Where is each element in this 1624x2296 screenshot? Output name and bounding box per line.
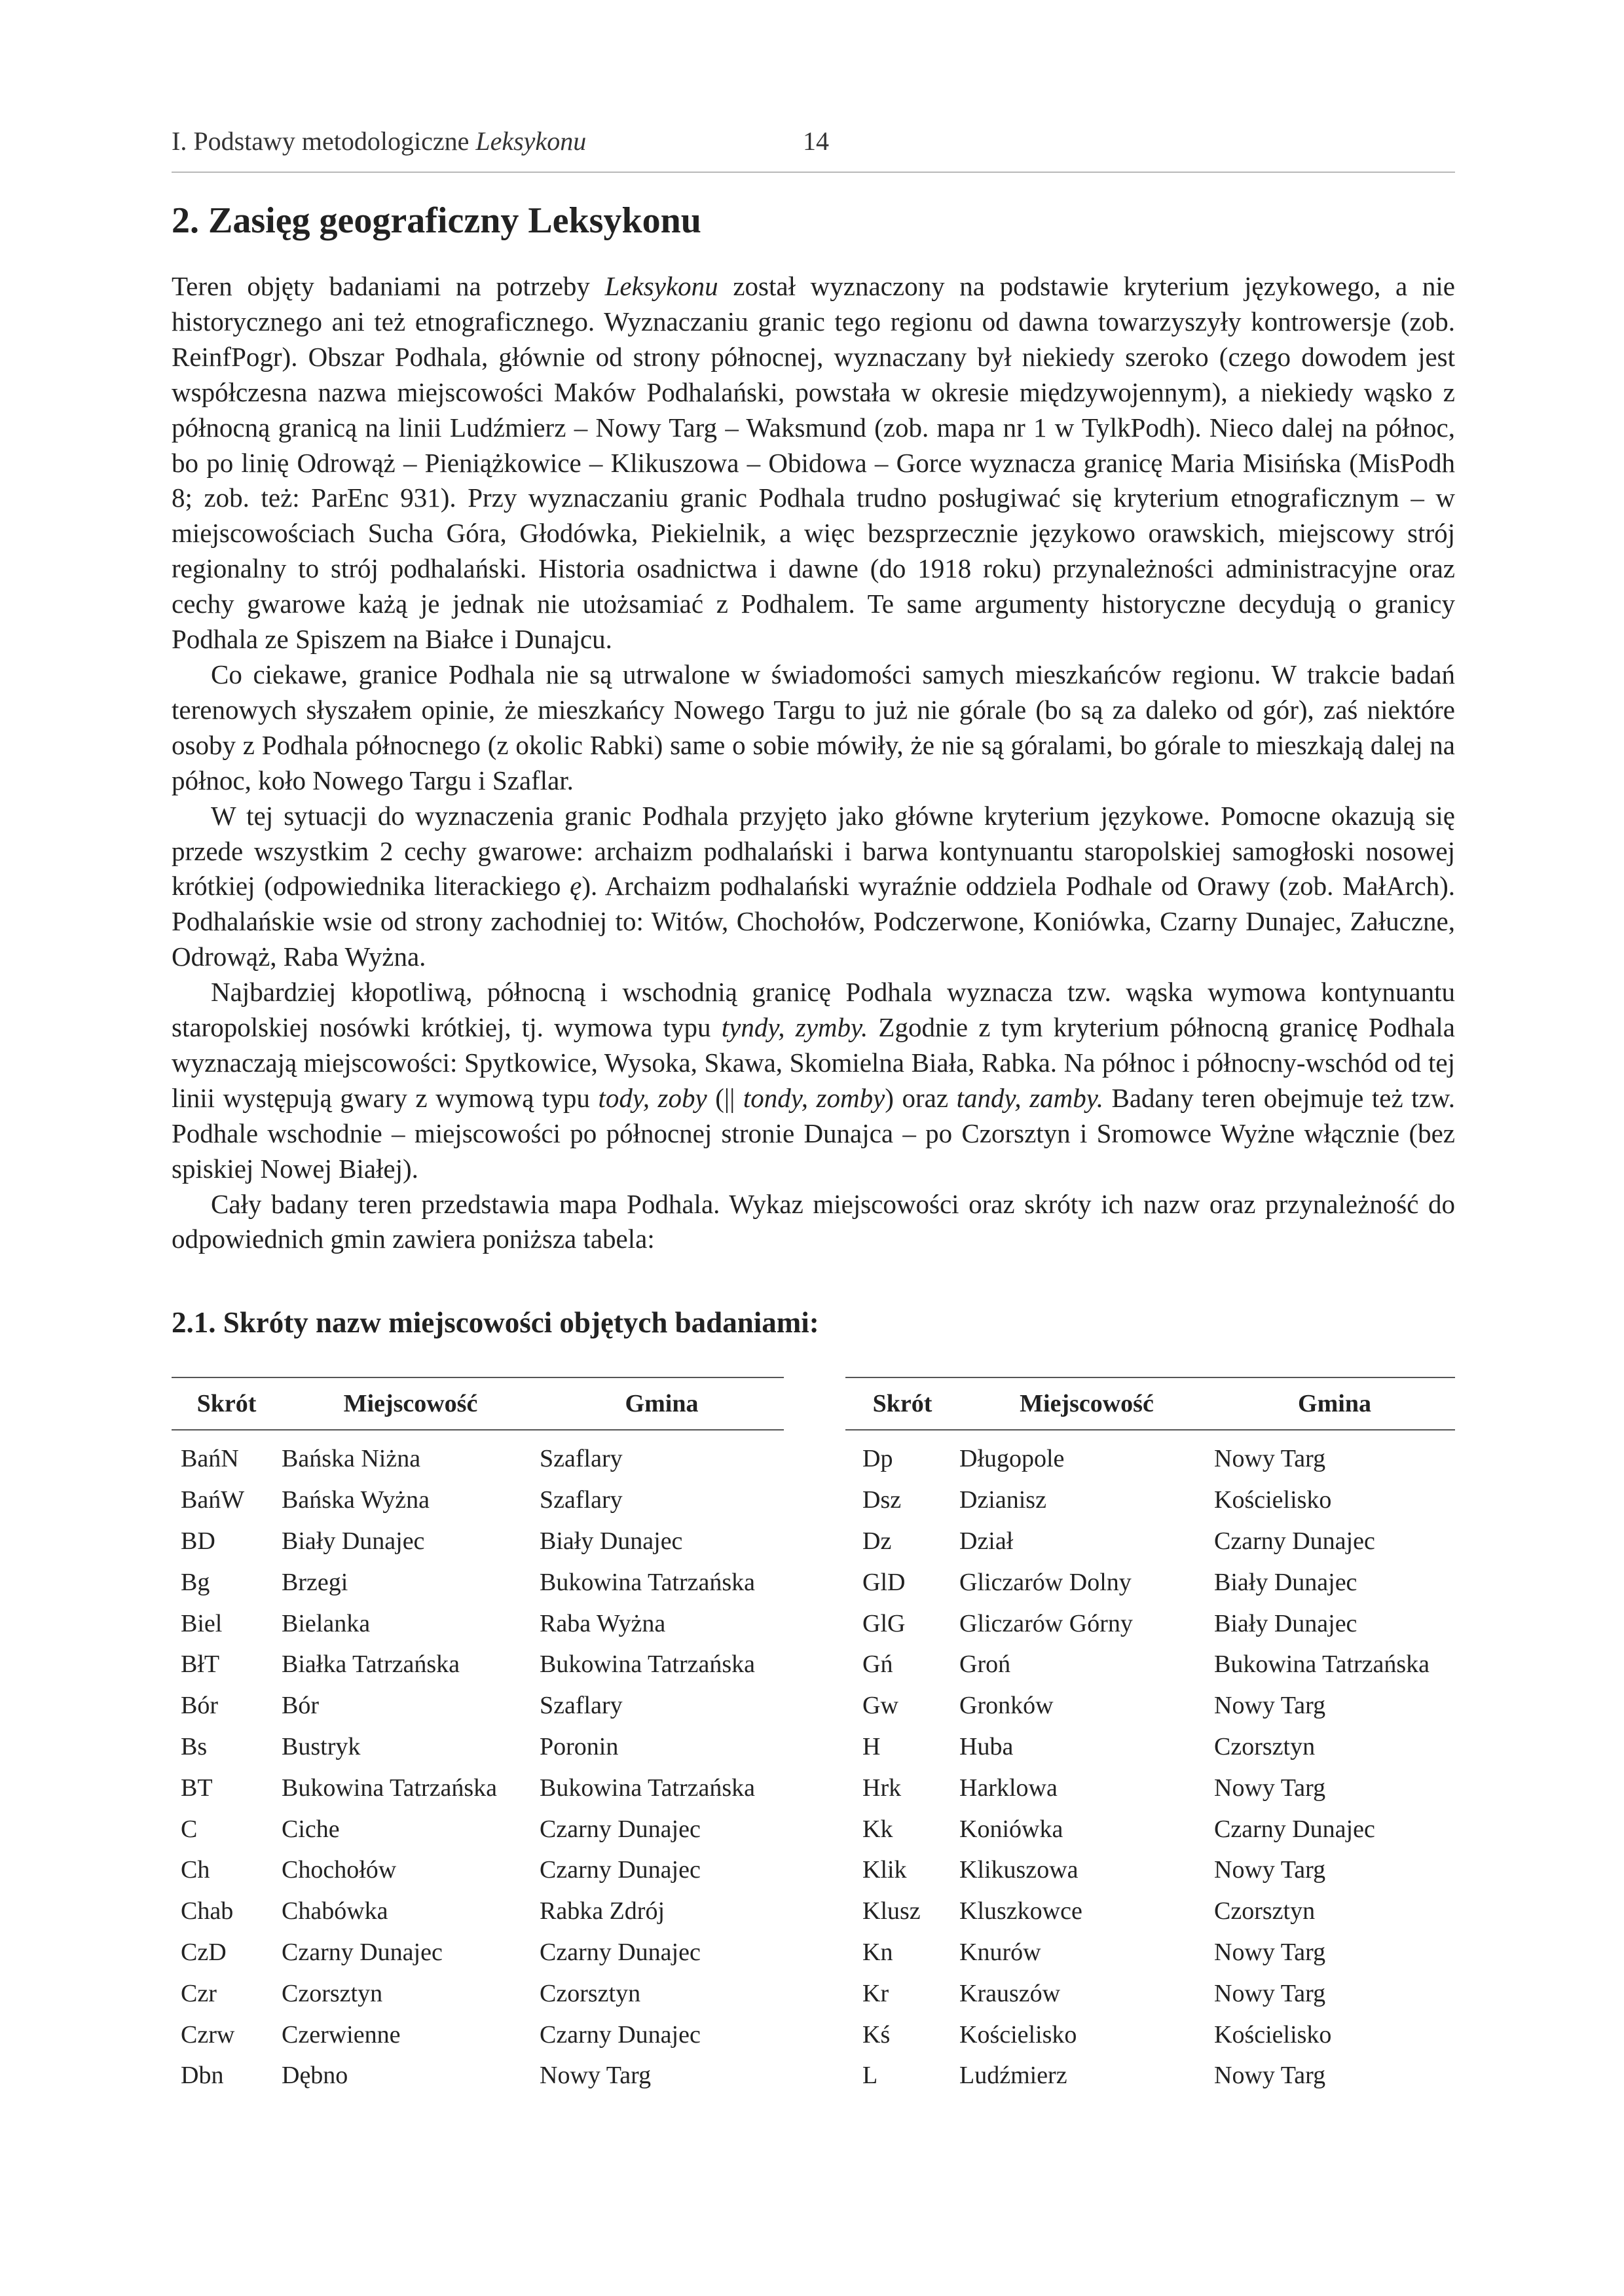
- cell-municipality: Czorsztyn: [540, 1979, 641, 2007]
- paragraph: [172, 269, 1455, 657]
- cell-locality: Dział: [959, 1527, 1014, 1555]
- running-header: [172, 122, 1455, 174]
- cell-locality: Koniówka: [959, 1815, 1063, 1843]
- cell-locality: Brzegi: [282, 1568, 348, 1596]
- cell-abbreviation: Dbn: [181, 2062, 224, 2090]
- cell-municipality: Szaflary: [540, 1692, 623, 1720]
- cell-municipality: Czorsztyn: [1214, 1897, 1316, 1925]
- cell-abbreviation: Hrk: [862, 1774, 902, 1802]
- cell-abbreviation: Chab: [181, 1897, 234, 1925]
- text-run: Co ciekawe, granice Podhala nie są utrwalone w świadomości samych mieszkańców regionu. W trakcie badań terenowych słyszałem opinie, że mieszkańcy Nowego Targu to już nie górale (bo są za daleko od gór), zaś niektóre osoby z Podhala północnego (z okolic Rabki) same o sobie mówiły, że nie są góralami, bo górale to mieszkają dalej na północ, koło Nowego Targu i Szaflar.: [172, 659, 1455, 795]
- cell-locality: Bustryk: [282, 1732, 361, 1760]
- cell-abbreviation: Dz: [862, 1527, 892, 1555]
- text-run: W tej sytuacji do wyznaczenia granic Podhala przyjęto jako główne kryterium językowe. Pomocne okazują się przede wszystkim 2 cechy gwarowe: archaizm podhalański i barwa kontynuantu staropolskiej samogłoski nosowej krótkiej (odpowiednika literackiego: [172, 800, 1455, 902]
- cell-locality: Czorsztyn: [282, 1979, 383, 2007]
- cell-abbreviation: Kr: [862, 1979, 889, 2007]
- cell-municipality: Czarny Dunajec: [540, 1815, 701, 1843]
- header-locality: Miejscowość: [282, 1377, 540, 1430]
- table-row: [845, 1973, 1455, 2014]
- cell-abbreviation: Gw: [862, 1692, 898, 1720]
- cell-abbreviation: BT: [181, 1774, 213, 1802]
- cell-municipality: Nowy Targ: [1214, 1979, 1326, 2007]
- table-row: [172, 1480, 784, 1521]
- cell-municipality: Nowy Targ: [1214, 2062, 1326, 2090]
- cell-municipality: Nowy Targ: [1214, 1774, 1326, 1802]
- table-row: [845, 1850, 1455, 1891]
- cell-locality: Knurów: [959, 1938, 1041, 1966]
- cell-locality: Bielanka: [282, 1609, 371, 1637]
- cell-locality: Ciche: [282, 1815, 340, 1843]
- table-row: [172, 1932, 784, 1973]
- running-header-italic: Leksykonu: [475, 126, 587, 156]
- cell-municipality: Bukowina Tatrzańska: [1214, 1650, 1430, 1679]
- cell-municipality: Nowy Targ: [1214, 1445, 1326, 1473]
- cell-municipality: Biały Dunajec: [1214, 1568, 1357, 1596]
- cell-municipality: Czarny Dunajec: [540, 2020, 701, 2049]
- header-municipality: Gmina: [540, 1377, 784, 1430]
- cell-locality: Kluszkowce: [959, 1897, 1082, 1925]
- cell-locality: Dębno: [282, 2062, 348, 2090]
- cell-abbreviation: BańN: [181, 1445, 239, 1473]
- cell-abbreviation: GlD: [862, 1568, 906, 1596]
- cell-locality: Groń: [959, 1650, 1011, 1679]
- italic-text: tody, zoby: [598, 1082, 707, 1113]
- cell-municipality: Czarny Dunajec: [540, 1938, 701, 1966]
- running-header-title: [172, 122, 586, 161]
- cell-locality: Bańska Wyżna: [282, 1486, 430, 1514]
- cell-municipality: Czorsztyn: [1214, 1732, 1316, 1760]
- table-row: [172, 1685, 784, 1726]
- cell-locality: Kościelisko: [959, 2020, 1077, 2049]
- cell-locality: Chochołów: [282, 1856, 397, 1884]
- cell-locality: Czarny Dunajec: [282, 1938, 443, 1966]
- table-row: [845, 1891, 1455, 1932]
- cell-abbreviation: H: [862, 1732, 881, 1760]
- table-row: [172, 1603, 784, 1644]
- table-row: [172, 1767, 784, 1808]
- cell-abbreviation: Klik: [862, 1856, 907, 1884]
- cell-locality: Bukowina Tatrzańska: [282, 1774, 498, 1802]
- cell-locality: Czerwienne: [282, 2020, 401, 2049]
- table-row: [845, 2014, 1455, 2055]
- cell-abbreviation: GlG: [862, 1609, 906, 1637]
- cell-abbreviation: Bs: [181, 1732, 208, 1760]
- text-run: ). Archaizm podhalański wyraźnie oddziela Podhale od Orawy (zob. MałArch). Podhalańskie wsie od strony zachodniej to: Witów, Chochołów, Podczerwone, Koniówka, Czarny Dunajec, Załuczne, Odrowąż, Raba Wyżna.: [172, 871, 1456, 972]
- subsection-title: 2.1. Skróty nazw miejscowości objętych badaniami:: [172, 1306, 819, 1339]
- cell-municipality: Bukowina Tatrzańska: [540, 1568, 756, 1596]
- cell-locality: Biały Dunajec: [282, 1527, 425, 1555]
- cell-municipality: Nowy Targ: [540, 2062, 652, 2090]
- cell-abbreviation: CzD: [181, 1938, 227, 1966]
- text-run: Najbardziej kłopotliwą, północną i wschodnią granicę Podhala wyznacza tzw. wąska wymowa kontynuantu staropolskiej nosówki krótkiej, tj. wymowa typu: [172, 977, 1455, 1043]
- cell-locality: Bór: [282, 1692, 319, 1720]
- cell-municipality: Nowy Targ: [1214, 1856, 1326, 1884]
- paragraph: [172, 975, 1455, 1186]
- cell-municipality: Poronin: [540, 1732, 619, 1760]
- cell-abbreviation: Bg: [181, 1568, 210, 1596]
- cell-locality: Huba: [959, 1732, 1014, 1760]
- header-abbreviation: Skrót: [845, 1377, 959, 1430]
- paragraph: [172, 1187, 1455, 1258]
- cell-abbreviation: Gń: [862, 1650, 893, 1679]
- italic-text: tondy, zomby: [743, 1082, 885, 1113]
- table-header-row: [845, 1377, 1455, 1430]
- cell-municipality: Bukowina Tatrzańska: [540, 1774, 756, 1802]
- abbreviation-table-left: [172, 1377, 784, 2096]
- table-row: [172, 1644, 784, 1685]
- cell-municipality: Szaflary: [540, 1445, 623, 1473]
- table-row: [172, 2014, 784, 2055]
- cell-locality: Klikuszowa: [959, 1856, 1079, 1884]
- page-number: 14: [803, 126, 829, 156]
- cell-municipality: Kościelisko: [1214, 2020, 1332, 2049]
- header-rule: [172, 172, 1455, 173]
- cell-municipality: Szaflary: [540, 1486, 623, 1514]
- text-run: (||: [707, 1082, 743, 1113]
- cell-municipality: Czarny Dunajec: [540, 1856, 701, 1884]
- table-row: [845, 1603, 1455, 1644]
- text-run: został wyznaczony na podstawie kryterium językowego, a nie historycznego ani też etnograficznego. Wyznaczaniu granic tego regionu od dawna towarzyszyły kontrowersje (zob. ReinfPogr). Obszar Podhala, głównie od strony północnej, wyznaczany był niekiedy szeroko (czego dowodem jest współczesna nazwa miejscowości Maków Podhalański, powstała w okresie międzywojennym), a niekiedy wąsko z północną granicą na linii Ludźmierz – Nowy Targ – Waksmund (zob. mapa nr 1 w TylkPodh). Nieco dalej na północ, bo po linię Odrowąż – Pieniążkowice – Klikuszowa – Obidowa – Gorce wyznacza granicę Maria Misińska (MisPodh 8; zob. też: ParEnc 931). Przy wyznaczaniu granic Podhala trudno posługiwać się kryterium etnograficznym – w miejscowościach Sucha Góra, Głodówka, Piekielnik, a więc bezsprzecznie językowo orawskich, miejscowy strój regionalny to strój podhalański. Historia osadnictwa i dawne (do 1918 roku) przynależności administracyjne oraz cechy gwarowe każą je jednak nie utożsamiać z Podhalem. Te same argumenty historyczne decydują o granicy Podhala ze Spiszem na Białce i Dunajcu.: [172, 271, 1455, 655]
- italic-text: Leksykonu: [604, 271, 718, 301]
- table-row: [172, 1726, 784, 1768]
- table-row: [845, 1644, 1455, 1685]
- cell-abbreviation: Czrw: [181, 2020, 235, 2049]
- cell-abbreviation: Dsz: [862, 1486, 902, 1514]
- cell-abbreviation: Kk: [862, 1815, 893, 1843]
- cell-locality: Dzianisz: [959, 1486, 1046, 1514]
- table-row: [845, 1932, 1455, 1973]
- cell-municipality: Raba Wyżna: [540, 1609, 666, 1637]
- abbreviation-table-right: [845, 1377, 1455, 2096]
- cell-municipality: Biały Dunajec: [540, 1527, 683, 1555]
- cell-locality: Harklowa: [959, 1774, 1058, 1802]
- italic-text: ę: [570, 871, 582, 902]
- table-row: [845, 1521, 1455, 1562]
- cell-abbreviation: Kś: [862, 2020, 891, 2049]
- cell-abbreviation: Dp: [862, 1445, 893, 1473]
- cell-municipality: Bukowina Tatrzańska: [540, 1650, 756, 1679]
- cell-locality: Gronków: [959, 1692, 1054, 1720]
- cell-abbreviation: Biel: [181, 1609, 223, 1637]
- cell-locality: Długopole: [959, 1445, 1065, 1473]
- italic-text: tyndy, zymby.: [721, 1012, 868, 1043]
- section-body: [172, 269, 1455, 1257]
- text-run: ) oraz: [885, 1082, 957, 1113]
- text-run: Cały badany teren przedstawia mapa Podhala. Wykaz miejscowości oraz skróty ich nazw oraz przynależność do odpowiednich gmin zawiera poniższa tabela:: [172, 1188, 1455, 1254]
- table-row: [172, 1521, 784, 1562]
- header-abbreviation: Skrót: [172, 1377, 282, 1430]
- table-row: [172, 1891, 784, 1932]
- cell-abbreviation: BD: [181, 1527, 215, 1555]
- text-run: Teren objęty badaniami na potrzeby: [172, 271, 605, 301]
- text-run: Badany teren obejmuje też tzw. Podhale wschodnie – miejscowości po północnej stronie Dunajca – po Czorsztyn i Sromowce Wyżne włącznie (bez spiskiej Nowej Białej).: [172, 1082, 1456, 1184]
- cell-locality: Chabówka: [282, 1897, 388, 1925]
- table-row: [845, 1767, 1455, 1808]
- table-row: [172, 1561, 784, 1603]
- section-title: 2. Zasięg geograficzny Leksykonu: [172, 200, 701, 241]
- cell-locality: Gliczarów Górny: [959, 1609, 1133, 1637]
- cell-municipality: Biały Dunajec: [1214, 1609, 1357, 1637]
- cell-abbreviation: Ch: [181, 1856, 210, 1884]
- table-row: [172, 2055, 784, 2096]
- cell-locality: Białka Tatrzańska: [282, 1650, 460, 1679]
- cell-abbreviation: Czr: [181, 1979, 217, 2007]
- table-spacer: [172, 1430, 784, 1438]
- paragraph: [172, 657, 1455, 799]
- table-header-row: [172, 1377, 784, 1430]
- table-row: [845, 1480, 1455, 1521]
- table-row: [845, 1438, 1455, 1480]
- italic-text: tandy, zamby.: [956, 1082, 1103, 1113]
- table-row: [845, 2055, 1455, 2096]
- table-row: [172, 1973, 784, 2014]
- cell-abbreviation: L: [862, 2062, 878, 2090]
- cell-locality: Gliczarów Dolny: [959, 1568, 1132, 1596]
- cell-locality: Bańska Niżna: [282, 1445, 421, 1473]
- running-header-prefix: I. Podstawy metodologiczne: [172, 126, 476, 156]
- cell-municipality: Czarny Dunajec: [1214, 1815, 1375, 1843]
- paragraph: [172, 799, 1455, 975]
- cell-municipality: Nowy Targ: [1214, 1692, 1326, 1720]
- cell-locality: Ludźmierz: [959, 2062, 1067, 2090]
- table-row: [845, 1561, 1455, 1603]
- cell-municipality: Czarny Dunajec: [1214, 1527, 1375, 1555]
- table-row: [172, 1438, 784, 1480]
- table-row: [845, 1808, 1455, 1850]
- table-row: [172, 1850, 784, 1891]
- cell-municipality: Nowy Targ: [1214, 1938, 1326, 1966]
- text-run: Zgodnie z tym kryterium północną granicę Podhala wyznaczają miejscowości: Spytkowice, Wysoka, Skawa, Skomielna Biała, Rabka. Na północ i północny-wschód od tej linii występują gwary z wymową typu: [172, 1012, 1455, 1113]
- header-locality: Miejscowość: [959, 1377, 1214, 1430]
- cell-abbreviation: BańW: [181, 1486, 245, 1514]
- table-row: [172, 1808, 784, 1850]
- cell-abbreviation: Kn: [862, 1938, 893, 1966]
- cell-abbreviation: BłT: [181, 1650, 220, 1679]
- cell-abbreviation: C: [181, 1815, 198, 1843]
- table-row: [845, 1685, 1455, 1726]
- cell-abbreviation: Bór: [181, 1692, 218, 1720]
- table-spacer: [845, 1430, 1455, 1438]
- cell-abbreviation: Klusz: [862, 1897, 921, 1925]
- header-municipality: Gmina: [1214, 1377, 1455, 1430]
- table-row: [845, 1726, 1455, 1768]
- cell-locality: Krauszów: [959, 1979, 1061, 2007]
- cell-municipality: Kościelisko: [1214, 1486, 1332, 1514]
- cell-municipality: Rabka Zdrój: [540, 1897, 665, 1925]
